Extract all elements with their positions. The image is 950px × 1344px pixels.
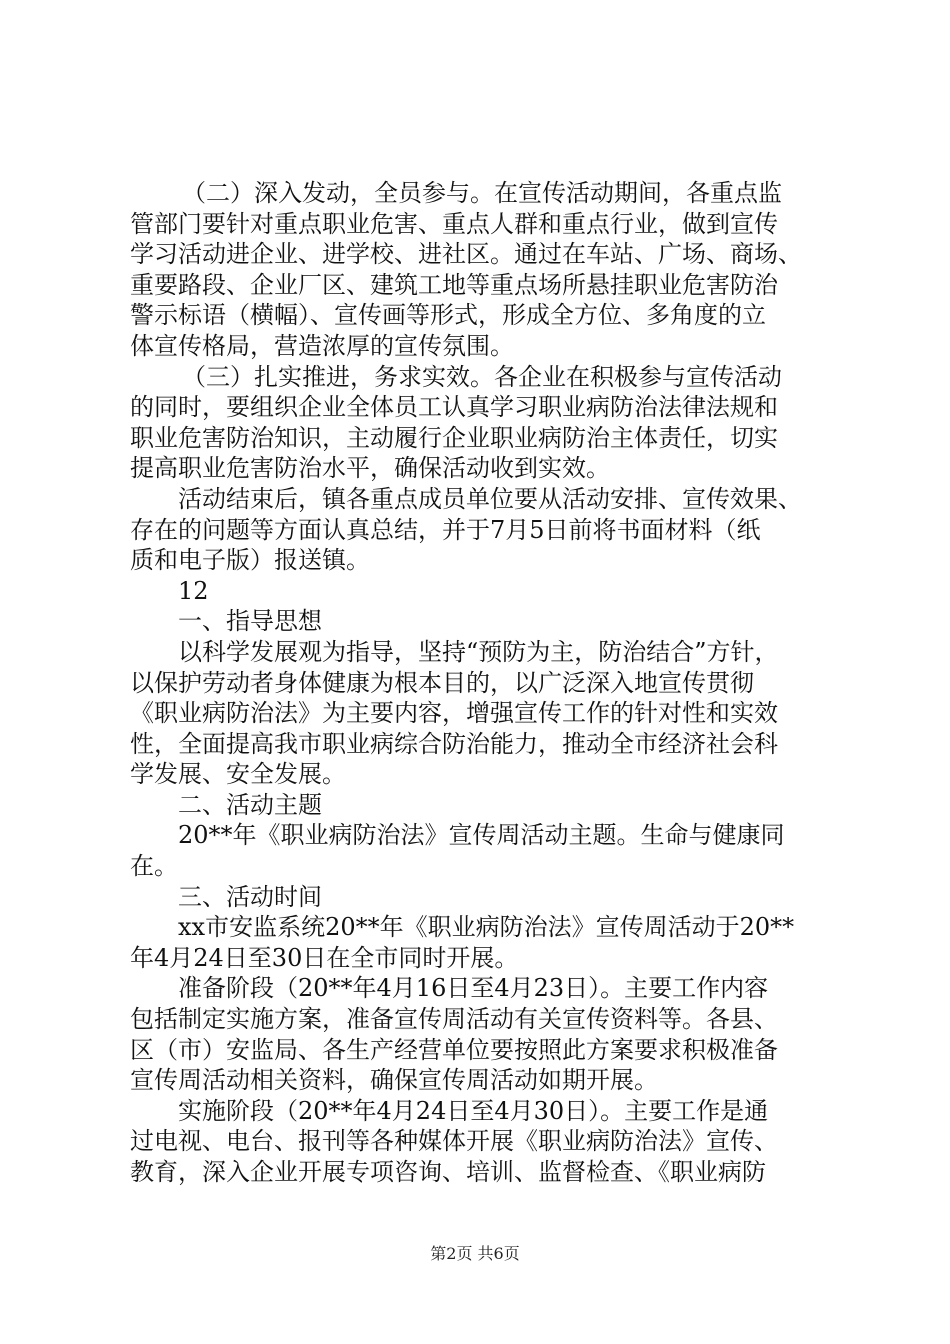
text-line: 质和电子版）报送镇。	[130, 546, 370, 575]
text-line: 12	[178, 576, 209, 605]
text-line: 《职业病防治法》为主要内容，增强宣传工作的针对性和实效	[130, 699, 778, 728]
text-line: 二、活动主题	[178, 790, 322, 819]
text-line: （三）扎实推进，务求实效。各企业在积极参与宣传活动	[182, 362, 782, 391]
text-line: 存在的问题等方面认真总结，并于7月5日前将书面材料（纸	[130, 515, 761, 544]
text-line: （二）深入发动，全员参与。在宣传活动期间，各重点监	[182, 179, 782, 207]
text-line: 以保护劳动者身体健康为根本目的，以广泛深入地宣传贯彻	[130, 668, 754, 697]
text-line: 区（市）安监局、各生产经营单位要按照此方案要求积极准备	[130, 1035, 778, 1064]
text-line: 包括制定实施方案，准备宣传周活动有关宣传资料等。各县、	[130, 1005, 778, 1034]
text-line: 性，全面提高我市职业病综合防治能力，推动全市经济社会科	[130, 729, 778, 758]
text-line: 提高职业危害防治水平，确保活动收到实效。	[130, 454, 610, 483]
text-line: 过电视、电台、报刊等各种媒体开展《职业病防治法》宣传、	[130, 1127, 778, 1156]
text-line: 年4月24日至30日在全市同时开展。	[130, 943, 519, 972]
text-line: 宣传周活动相关资料，确保宣传周活动如期开展。	[130, 1066, 658, 1095]
text-line: 学发展、安全发展。	[130, 760, 346, 789]
text-line: 管部门要针对重点职业危害、重点人群和重点行业，做到宣传	[130, 209, 778, 238]
text-line: 准备阶段（20**年4月16日至4月23日）。主要工作内容	[178, 974, 769, 1003]
text-line: 教育，深入企业开展专项咨询、培训、监督检查、《职业病防	[130, 1158, 766, 1186]
text-line: 三、活动时间	[178, 882, 322, 911]
text-line: 以科学发展观为指导，坚持“预防为主，防治结合”方针，	[178, 637, 779, 666]
document-body	[130, 178, 836, 1188]
text-line: 活动结束后，镇各重点成员单位要从活动安排、宣传效果、	[178, 484, 802, 513]
text-line: 学习活动进企业、进学校、进社区。通过在车站、广场、商场、	[130, 240, 802, 269]
text-line: 职业危害防治知识，主动履行企业职业病防治主体责任，切实	[130, 423, 778, 452]
text-line: xx市安监系统20**年《职业病防治法》宣传周活动于20**	[178, 913, 795, 942]
text-line: 在。	[130, 852, 178, 881]
text-line: 警示标语（横幅）、宣传画等形式，形成全方位、多角度的立	[130, 301, 766, 330]
text-line: 的同时，要组织企业全体员工认真学习职业病防治法律法规和	[130, 393, 778, 422]
text-line: 实施阶段（20**年4月24日至4月30日）。主要工作是通	[178, 1096, 769, 1125]
text-line: 一、指导思想	[178, 607, 322, 636]
page-footer: 第2页 共6页	[430, 1244, 520, 1263]
text-line: 体宣传格局，营造浓厚的宣传氛围。	[130, 331, 514, 360]
text-line: 重要路段、企业厂区、建筑工地等重点场所悬挂职业危害防治	[130, 270, 778, 299]
text-line: 20**年《职业病防治法》宣传周活动主题。生命与健康同	[178, 821, 785, 850]
